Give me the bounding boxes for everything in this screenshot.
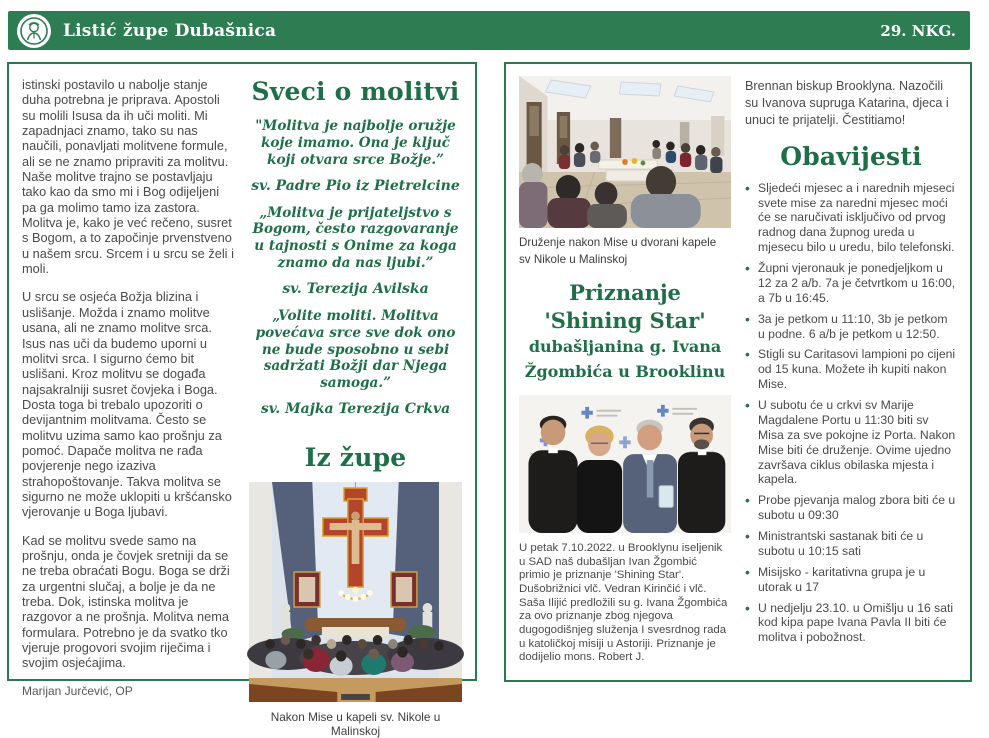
chapel-photo-caption: Nakon Mise u kapeli sv. Nikole u Malinskoj (270, 710, 441, 738)
announcement-item: • U nedjelju 23.10. u Omišlju u 16 sati kod kipa pape Ivana Pavla II biti će molitva i pobožnost. (745, 601, 957, 646)
announcement-item: • Probe pjevanja malog zbora biti će u subotu u 09:30 (745, 493, 957, 523)
award-title-line: Žgombića u Brooklinu (524, 362, 726, 382)
announcement-item: • Sljedeći mjesec a i narednih mjeseci svete mise za naredni mjesec moći će se naručivati isključivo od prvog radnog dana župnog ureda u mjesecu bilo u uredu, bilo telefonski. (745, 181, 957, 255)
saints-section-title: Sveci o molitvi (251, 77, 460, 106)
parish-section-title: Iz župe (304, 443, 407, 473)
hall-gathering-photo (519, 76, 731, 228)
article-paragraph: Kad se molitvu svede samo na prošnju, onda je čovjek sretniji da se ne treba obraćati Bogu. Boga se drži za urgentni slučaj, a bolje je da ne treba. Dok, istinska molitva je razgovor a ne prošnja. Molitva nema formulara. Potrebno je da svatko tko vjeruje progovori svojim riječima i svojim osjećajima. (22, 532, 230, 671)
announcements-list (745, 181, 957, 646)
prayer-article-column (22, 77, 235, 698)
announcement-item: • 3a je petkom u 11:10, 3b je petkom u podne. 6 a/b je petkom u 12:50. (745, 312, 957, 342)
award-title-line: dubašljanina g. Ivana (528, 337, 722, 357)
saints-quotes-column (249, 77, 462, 738)
article-paragraph: U srcu se osjeća Božja blizina i uslišanje. Možda i znamo molitve usana, ali ne znamo molitve srca. Isus nas uči da budemo uporni u molitvi srca. I sigurno ćemo bit uslišani. Kroz molitvu se događa najsakralniji susret čovjeka i Boga. Dosta toga bi trebalo upozoriti o devijantnim molitvama. Često se molitvu uzima samo kao prošnju za pomoć. Dapače molitva ne rađa povjerenje nego izaziva strahopoštovanje. Takva molitva se sigurno ne može uklopiti u kršćansko vjerovanje u Boga ljubavi. (22, 289, 232, 520)
announcements-column (745, 76, 957, 670)
award-title-line: 'Shining Star' (544, 307, 706, 333)
award-title-line: Priznanje (569, 279, 681, 305)
announcement-item: • Stigli su Caritasovi lampioni po cijeni od 15 kuna. Možete ih kupiti nakon Mise. (745, 347, 957, 392)
announcement-item: • U subotu će u crkvi sv Marije Magdalene Portu u 11:30 biti sv Misa za sve pokojne iz Porta. Nakon Mise biti će druženje. Ovime ujedno završava ciklus obilaska mjesta i kapela. (745, 398, 957, 487)
right-page (504, 62, 972, 682)
article-paragraph: istinski postavilo u nabolje stanje duha potrebna je priprava. Apostoli su molili Isusa da ih uči moliti. Mi zapadnjaci znamo, tako su nas naučili, ponavljati molitvene formule, ali se ne znamo pripraviti za molitvu. Naše molitve trajno se postavljaju tako kao da smo mi i Bog odijeljeni pa ga molimo tamo iza zastora. Molitva je, kako je već rečeno, susret s Bogom, a to započinje prvenstveno u našem srcu. Srcem i u srcu se želi i moli. (22, 77, 234, 277)
announcement-item: • Misijsko - karitativna grupa je u utorak u 17 (745, 565, 957, 595)
award-article-continuation: Brennan biskup Brooklyna. Nazočili su Ivanova supruga Katarina, djeca i unuci te prijatelji. Čestitiamo! (745, 79, 949, 127)
award-ceremony-photo (519, 395, 731, 533)
announcement-item: • Župni vjeronauk je ponedjeljkom u 12 za 2 a/b. 7a je četvrtkom u 16:00, a 7b u 16:45. (745, 261, 957, 306)
announcement-item: • Ministrantski sastanak biti će u subotu u 10:15 sati (745, 529, 957, 559)
saint-quote: „Volite moliti. Molitva povećava srce sve dok ono ne bude sposobno u sebi sadržati Božji dar Njega samoga.” (255, 307, 456, 392)
award-article-body: U petak 7.10.2022. u Brooklynu iseljenik u SAD naš dubašljan Ivan Žgombić primio je priznanje 'Shining Star'. Dušobrižnici vlč. Vedran Kirinčić i vlč. Saša Ilijić predložili su g. Ivana Žgombića za ovo priznanje zbog njegova dugogodišnjeg služenja I svesrdnog rada u katoličkoj misiji u Astoriji. Priznanje je dodijelio mons. Robert J. (519, 541, 728, 664)
hall-photo-caption: Druženje nakon Mise u dvorani kapele sv Nikole u Malinskoj (519, 236, 717, 266)
award-article-title (519, 279, 731, 385)
article-author-signature: Marijan Jurčević, OP (22, 683, 133, 698)
saint-quote-author: sv. Terezija Avilska (282, 280, 429, 297)
saint-quote: „Molitva je prijateljstvo s Bogom, često razgovaranje u tajnosti s Onime za koga znamo da nas ljubi.” (252, 204, 459, 272)
saint-quote-author: sv. Padre Pio iz Pietrelcine (251, 177, 460, 194)
left-page (7, 62, 477, 738)
saint-quote-author: sv. Majka Terezija Crkva (260, 401, 451, 418)
newsletter-title: Listić župe Dubašnica (63, 20, 277, 41)
issue-number: 29. NKG. (880, 21, 956, 40)
saint-quote: "Molitva je najbolje oružje koje imamo. Ona je ključ koji otvara srce Božje.” (255, 118, 456, 168)
masthead (8, 11, 970, 50)
announcements-title: Obavijesti (780, 141, 922, 171)
parish-saint-logo-icon (17, 14, 51, 48)
award-article-column (519, 76, 731, 670)
chapel-interior-photo (249, 482, 462, 702)
